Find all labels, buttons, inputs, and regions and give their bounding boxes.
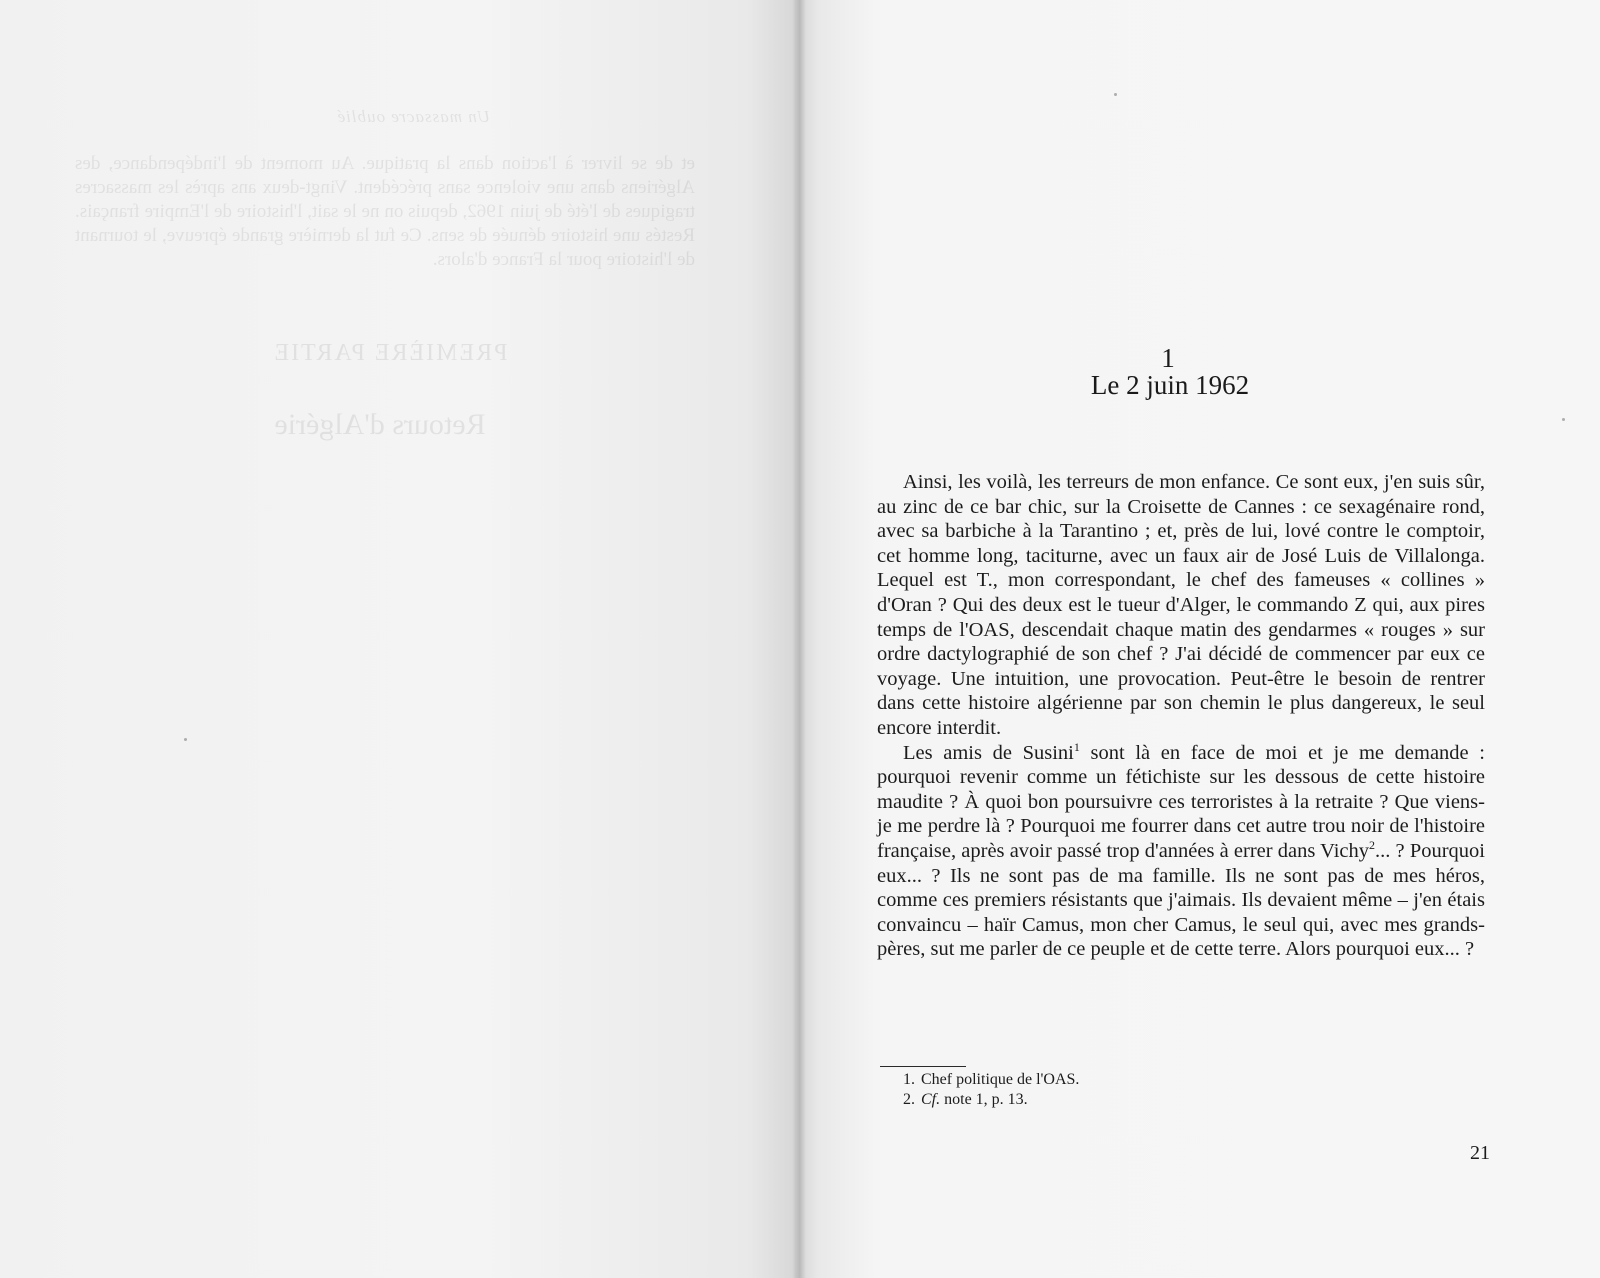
chapter-title: Le 2 juin 1962 [1090,370,1250,400]
footnote-text: note 1, p. 13. [940,1091,1028,1108]
paragraph-2-part-b: sont là en face de moi et je me demande : pourquoi revenir comme un fétichiste sur les dessous de cette histoire maudite ? À quoi bon poursuivre ces terroristes à la retraite ? Que viens-je me perdre là ? Pourquoi me fourrer dans cet autre trou noir de l'histoire française, après avoir passé trop d'années à errer dans Vichy [877,741,1485,862]
chapter-number: 1 [1161,343,1175,373]
footnote-ref-2: 2 [1369,838,1375,853]
paper-speck [1114,93,1117,96]
footnote-number: 2. [903,1091,915,1108]
ghost-running-head: Un massacre oublié [336,107,490,126]
book-gutter [792,0,806,1278]
page-number: 21 [1470,1142,1490,1164]
footnote-text: Chef politique de l'OAS. [921,1071,1080,1088]
left-page [0,0,795,1278]
paragraph-2 [877,741,1485,962]
footnote-cf: Cf. [921,1091,941,1108]
footnote-rule [880,1066,966,1067]
footnote-1 [903,1070,1303,1090]
footnote-2 [903,1090,1303,1110]
paragraph-2-part-c: ... ? Pourquoi eux... ? Ils ne sont pas de ma famille. Ils ne sont pas de mes héros, comme ces premiers résistants que j'aimais. Ils devaient même – j'en étais convaincu – haïr Camus, mon cher Camus, le seul qui, avec mes grands-pères, sut me parler de ce peuple et de cette terre. Alors pourquoi eux... ? [877,839,1485,961]
paragraph-1: Ainsi, les voilà, les terreurs de mon enfance. Ce sont eux, j'en suis sûr, au zinc de ce bar chic, sur la Croisette de Cannes : ce sexagénaire rond, avec sa barbiche à la Tarantino ; et, près de lui, lové contre le comptoir, cet homme long, taciturne, avec un faux air de José Luis de Villalonga. Lequel est T., mon correspondant, le chef des fameuses « collines » d'Oran ? Qui des deux est le tueur d'Alger, le commando Z qui, aux pires temps de l'OAS, descendait chaque matin des gendarmes « rouges » sur ordre dactylographié de son chef ? J'ai décidé de commencer par eux ce voyage. Une intuition, une provocation. Peut-être le besoin de rentrer dans cette histoire algérienne par son chemin le plus dangereux, le seul encore interdit. [877,471,1485,739]
paper-speck [1562,418,1565,421]
paragraph-2-part-a: Les amis de Susini [903,741,1074,764]
ghost-part-heading: PREMIÈRE PARTIE [272,340,508,366]
footnotes [903,1070,1303,1110]
footnote-number: 1. [903,1071,915,1088]
chapter-body [877,470,1485,962]
footnote-ref-1: 1 [1073,739,1080,754]
ghost-paragraph: et de se livrer à l'action dans la pratique. Au moment de l'indépendance, des Algériens dans une violence sans précédent. Vingt-deux ans après les massacres tragiques de l'été de juin 1962, depuis on ne le sait, l'histoire de l'Empire français. Restés une histoire dénuée de sens. Ce fut la dernière grande épreuve, le tournant de l'histoire pour la France d'alors. [75,153,695,270]
paper-speck [184,738,187,741]
ghost-part-title: Retours d'Algérie [274,408,486,441]
